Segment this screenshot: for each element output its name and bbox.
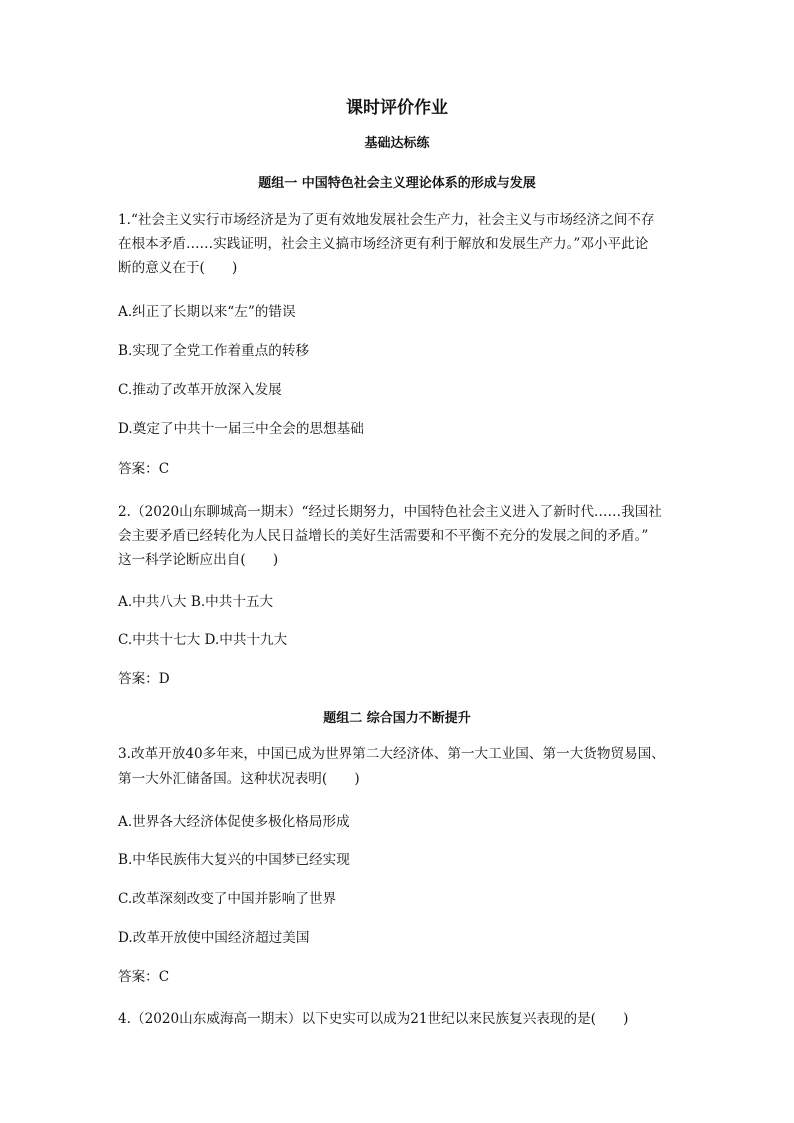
group-heading-2: 题组二 综合国力不断提升 [323,711,471,726]
question-1-option-a: A.纠正了长期以来“左”的错误 [118,304,296,320]
group-heading-1: 题组一 中国特色社会主义理论体系的形成与发展 [258,176,536,191]
question-3-option-a: A.世界各大经济体促使多极化格局形成 [118,814,350,830]
question-3-stem-line-2: 第一大外汇储备国。这种状况表明( ) [118,771,360,787]
question-1-stem-line-1: 1.“社会主义实行市场经济是为了更有效地发展社会生产力，社会主义与市场经济之间不存 [118,212,655,228]
question-1-option-b: B.实现了全党工作着重点的转移 [118,343,310,359]
question-2-stem-line-1: 2.（2020山东聊城高一期末）“经过长期努力，中国特色社会主义进入了新时代……我国社 [118,504,662,520]
question-1-option-c: C.推动了改革开放深入发展 [118,382,282,398]
question-3-option-c: C.改革深刻改变了中国并影响了世界 [118,891,337,907]
question-3-answer: 答案：C [118,969,170,985]
question-1-option-d: D.奠定了中共十一届三中全会的思想基础 [118,421,364,437]
question-1-answer: 答案：C [118,461,170,477]
question-2-options-ab: A.中共八大 B.中共十五大 [118,594,274,610]
question-2-answer: 答案：D [118,671,170,687]
question-3-option-b: B.中华民族伟大复兴的中国梦已经实现 [118,852,350,868]
question-2-options-cd: C.中共十七大 D.中共十九大 [118,632,288,648]
page-title: 课时评价作业 [346,98,448,118]
question-2-stem-line-3: 这一科学论断应出自( ) [118,552,279,568]
section-subtitle: 基础达标练 [364,136,430,151]
question-1-stem-line-2: 在根本矛盾……实践证明，社会主义搞市场经济更有利于解放和发展生产力。”邓小平此论 [118,236,649,252]
question-3-option-d: D.改革开放使中国经济超过美国 [118,930,310,946]
question-2-stem-line-2: 会主要矛盾已经转化为人民日益增长的美好生活需要和不平衡不充分的发展之间的矛盾。” [118,528,649,544]
question-4-stem-line-1: 4.（2020山东威海高一期末）以下史实可以成为21世纪以来民族复兴表现的是( ) [118,1011,629,1027]
question-3-stem-line-1: 3.改革开放40多年来，中国已成为世界第二大经济体、第一大工业国、第一大货物贸易国、 [118,746,665,762]
question-1-stem-line-3: 断的意义在于( ) [118,260,238,276]
